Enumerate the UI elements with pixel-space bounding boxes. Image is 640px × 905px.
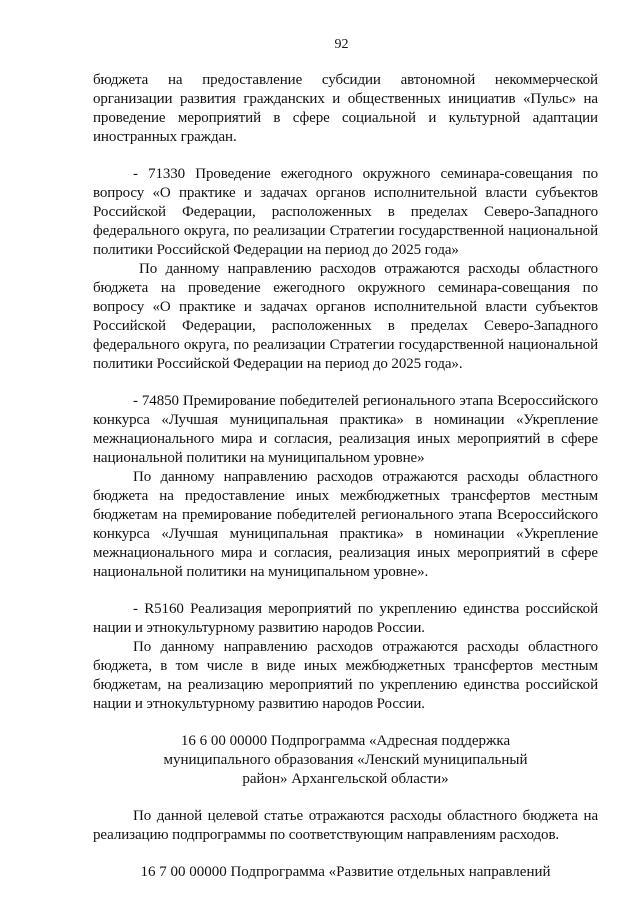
- paragraph-subprogram-description: По данной целевой статье отражаются расходы областного бюджета на реализацию подпрограммы по соответствующим направлениям расходов.: [93, 808, 598, 843]
- paragraph-74850-description: По данному направлению расходов отражаются расходы областного бюджета на предоставление иных межбюджетных трансфертов местным бюджетам на премирование победителей регионального этапа Всероссийского конкурса «Лучшая муниципальная практика» в номинации «Укрепление межнационального мира и согласия, реализация иных мероприятий в сфере национальной политики на муниципальном уровне».: [93, 469, 598, 580]
- document-page: [93, 37, 598, 882]
- paragraph-74850-title: - 74850 Премирование победителей регионального этапа Всероссийского конкурса «Лучшая муниципальная практика» в номинации «Укрепление межнационального мира и согласия, реализация иных мероприятий в сфере национальной политики на муниципальном уровне»: [93, 393, 598, 466]
- paragraph-pulse-subsidy: бюджета на предоставление субсидии автономной некоммерческой организации развития гражданских и общественных инициатив «Пульс» на проведение мероприятий в сфере социальной и культурной адаптации иностранных граждан.: [93, 72, 598, 145]
- paragraph-r5160-title: - R5160 Реализация мероприятий по укреплению единства российской нации и этнокультурному развитию народов России.: [93, 601, 598, 636]
- subprogram-heading-line-2: муниципального образования «Ленский муниципальный: [163, 752, 528, 768]
- paragraph-r5160-description: По данному направлению расходов отражаются расходы областного бюджета, в том числе в виде иных межбюджетных трансфертов местным бюджетам, на реализацию мероприятий по укреплению единства российской нации и этнокультурному развитию народов России.: [93, 639, 598, 712]
- paragraph-71330-description: По данному направлению расходов отражаются расходы областного бюджета на проведение ежегодного окружного семинара-совещания по вопросу «О практике и задачах органов исполнительной власти субъектов Российской Федерации, расположенных в пределах Северо-Западного федерального округа, по реализации Стратегии государственной национальной политики Российской Федерации на период до 2025 года».: [93, 261, 598, 372]
- page-number: 92: [334, 37, 349, 52]
- subprogram-heading-line-3: район» Архангельской области»: [242, 771, 449, 787]
- subprogram-heading-line-1: 16 6 00 00000 Подпрограмма «Адресная поддержка: [180, 733, 511, 749]
- paragraph-71330-title: - 71330 Проведение ежегодного окружного семинара-совещания по вопросу «О практике и задачах органов исполнительной власти субъектов Российской Федерации, расположенных в пределах Северо-Западного федерального округа, по реализации Стратегии государственной национальной политики Российской Федерации на период до 2025 года»: [93, 166, 598, 258]
- subprogram-heading-2-line-1: 16 7 00 00000 Подпрограмма «Развитие отдельных направлений: [140, 864, 551, 880]
